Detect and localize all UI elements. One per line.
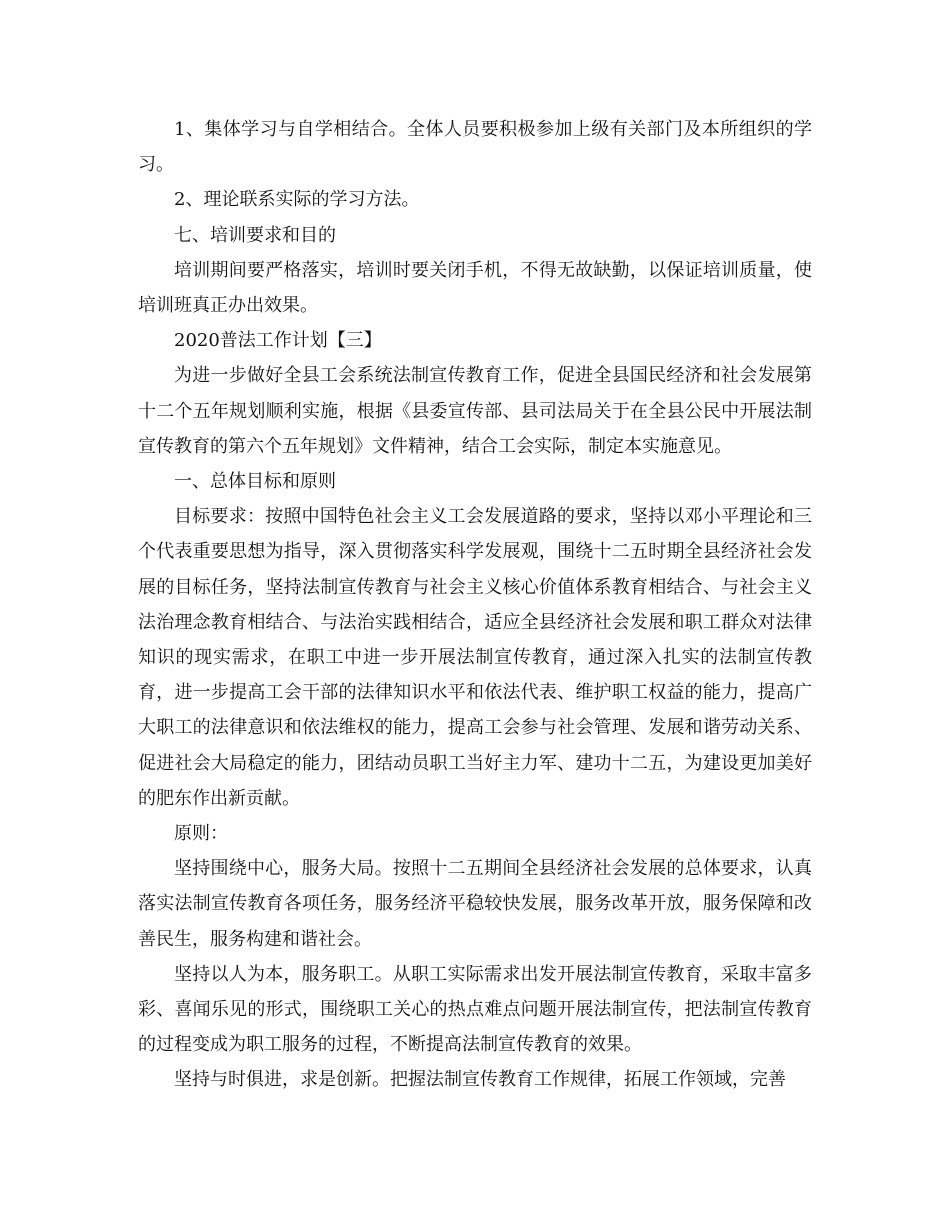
heading-training-requirements: 七、培训要求和目的 — [174, 224, 336, 246]
paragraph-principle-people: 坚持以人为本，服务职工。从职工实际需求出发开展法制宣传教育，采取丰富多彩、喜闻乐见的形式，围绕职工关心的热点难点问题开展法制宣传，把法制宣传教育的过程变成为职工服务的过程，不断提高法制宣传教育的效果。 — [138, 963, 812, 1056]
heading-principles: 原则： — [174, 823, 228, 845]
paragraph-plan-intro: 为进一步做好全县工会系统法制宣传教育工作，促进全县国民经济和社会发展第十二个五年规划顺利实施，根据《县委宣传部、县司法局关于在全县公民中开展法制宣传教育的第六个五年规划》文件精神，结合工会实际，制定本实施意见。 — [138, 365, 812, 457]
paragraph-study-method-1: 1、集体学习与自学相结合。全体人员要积极参加上级有关部门及本所组织的学习。 — [138, 119, 812, 176]
paragraph-study-method-2: 2、理论联系实际的学习方法。 — [174, 189, 420, 211]
document-body — [138, 112, 812, 1098]
heading-goals-principles: 一、总体目标和原则 — [174, 471, 336, 493]
paragraph-training-discipline: 培训期间要严格落实，培训时要关闭手机，不得无故缺勤，以保证培训质量，使培训班真正办出效果。 — [138, 259, 812, 317]
paragraph-principle-innovation: 坚持与时俱进，求是创新。把握法制宣传教育工作规律，拓展工作领域，完善 — [174, 1069, 786, 1091]
paragraph-goal-requirements: 目标要求：按照中国特色社会主义工会发展道路的要求，坚持以邓小平理论和三个代表重要思想为指导，深入贯彻落实科学发展观，围绕十二五时期全县经济社会发展的目标任务，坚持法制宣传教育与社会主义核心价值体系教育相结合、与社会主义法治理念教育相结合、与法治实践相结合，适应全县经济社会发展和职工群众对法律知识的现实需求，在职工中进一步开展法制宣传教育，通过深入扎实的法制宣传教育，进一步提高工会干部的法律知识水平和依法代表、维护职工权益的能力，提高广大职工的法律意识和依法维权的能力，提高工会参与社会管理、发展和谐劳动关系、促进社会大局稳定的能力，团结动员职工当好主力军、建功十二五，为建设更加美好的肥东作出新贡献。 — [138, 506, 812, 809]
paragraph-principle-center: 坚持围绕中心，服务大局。按照十二五期间全县经济社会发展的总体要求，认真落实法制宣传教育各项任务，服务经济平稳较快发展，服务改革开放，服务保障和改善民生，服务构建和谐社会。 — [138, 858, 812, 950]
heading-plan-three: 2020普法工作计划【三】 — [174, 330, 382, 352]
